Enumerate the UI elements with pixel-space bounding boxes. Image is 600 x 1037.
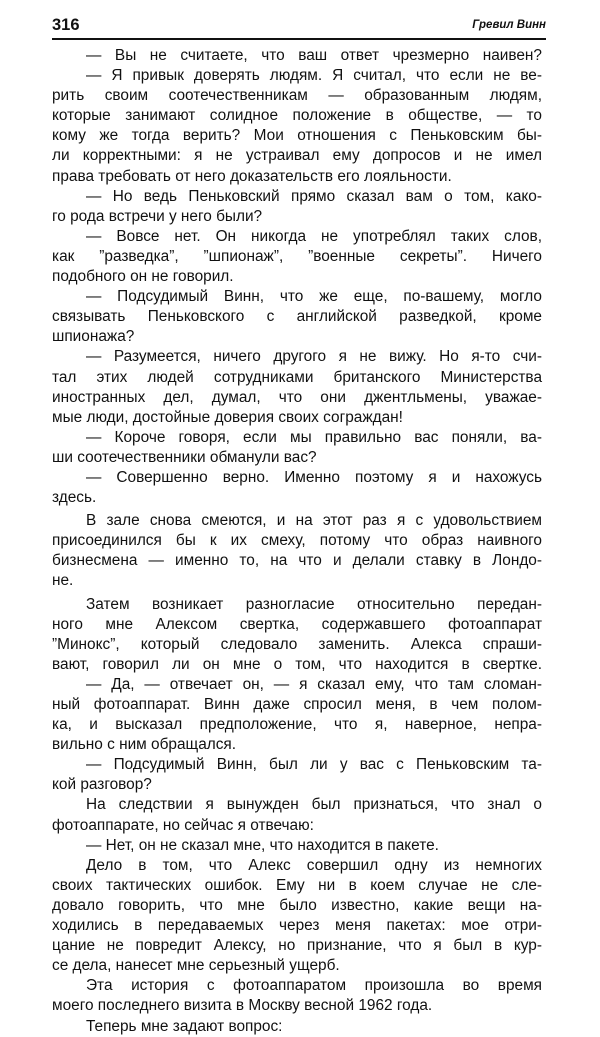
text-line: На следствии я вынужден был признаться, что знал о [86,796,542,814]
text-line: присоединился бы к их смеху, потому что образ наивного [52,532,542,550]
text-line: связывать Пеньковского с английской разведкой, кроме [52,308,542,326]
text-line: бизнесмена — именно то, на что и делали ставку в Лондо- [52,552,542,570]
text-line: кой разговор? [52,776,152,794]
text-line: подобного он не говорил. [52,268,234,286]
text-line: — Вовсе нет. Он никогда не употреблял таких слов, [86,227,542,245]
text-line: не. [52,572,74,590]
text-line: Эта история с фотоаппаратом произошла во время [86,977,542,995]
text-line: моего последнего визита в Москву весной 1962 года. [52,997,433,1015]
text-line: вильно с ним обращался. [52,736,237,754]
body-text [52,46,542,1037]
text-line: как ”разведка”, ”шпионаж”, ”военные секреты”. Ничего [52,247,542,265]
text-line: — Подсудимый Винн, что же еще, по-вашему, могло [86,288,542,306]
text-line: В зале снова смеются, и на этот раз я с удовольствием [86,512,542,530]
text-line: шпионажа? [52,328,135,346]
text-line: го рода встречи у него были? [52,207,263,225]
text-line: — Совершенно верно. Именно поэтому я и нахожусь [86,468,542,486]
text-line: фотоаппарате, но сейчас я отвечаю: [52,816,314,834]
text-line: ”Минокс”, который следовало заменить. Алекса спраши- [52,635,542,653]
header-rule [52,38,546,40]
text-line: Дело в том, что Алекс совершил одну из немногих [86,856,542,874]
text-line: вают, говорил ли он мне о том, что находится в свертке. [52,655,542,673]
text-line: — Да, — отвечает он, — я сказал ему, что там сломан- [86,675,542,693]
text-line: — Нет, он не сказал мне, что находится в пакете. [86,836,439,854]
text-line: своих тактических ошибок. Ему ни в коем случае не сле- [52,876,542,894]
text-line: ный фотоаппарат. Винн даже спросил меня, в чем полом- [52,696,542,713]
text-line: — Подсудимый Винн, был ли у вас с Пеньковским та- [86,756,542,774]
text-line: мые люди, достойные доверия своих сограждан! [52,408,403,426]
text-line: — Я привык доверять людям. Я считал, что если не ве- [86,67,542,85]
text-line: Теперь мне задают вопрос: [86,1017,283,1035]
text-line: цание не повредит Алексу, но признание, что я был в кур- [52,937,542,955]
text-line: иностранных дел, думал, что они джентльмены, уважае- [52,388,542,406]
text-line: кому же тогда верить? Мои отношения с Пеньковским бы- [52,127,542,145]
text-line: се дела, нанесет мне серьезный ущерб. [52,957,340,975]
text-line: довало говорить, что мне было известно, какие вещи на- [52,896,542,914]
page-header [52,16,546,38]
text-line: ка, и высказал предположение, что я, наверное, непра- [52,716,542,734]
text-line: Затем возникает разногласие относительно передан- [86,595,542,613]
text-line: — Короче говоря, если мы правильно вас поняли, ва- [86,428,542,446]
text-line: — Вы не считаете, что ваш ответ чрезмерно наивен? [86,47,542,64]
running-title: Гревил Винн [472,19,546,31]
text-line: — Но ведь Пеньковский прямо сказал вам о том, како- [86,187,542,205]
text-line: права требовать от него доказательств его лояльности. [52,167,452,185]
text-line: здесь. [52,489,97,507]
text-line: тал этих людей сотрудниками британского Министерства [52,368,542,386]
text-line: рить своим соотечественникам — образованным людям, [52,87,542,105]
page-number: 316 [52,16,80,34]
text-line: ли корректными: я не устраивал ему допросов и не имел [52,147,542,165]
text-line: ши соотечественники обманули вас? [52,448,317,466]
text-line: ходились в передаваемых через меня пакетах: мое отри- [52,917,542,935]
text-line: ного мне Алексом свертка, содержавшего фотоаппарат [52,615,542,633]
text-line: которые занимают солидное положение в обществе, — то [52,107,542,125]
text-line: — Разумеется, ничего другого я не вижу. Но я-то счи- [86,348,542,366]
